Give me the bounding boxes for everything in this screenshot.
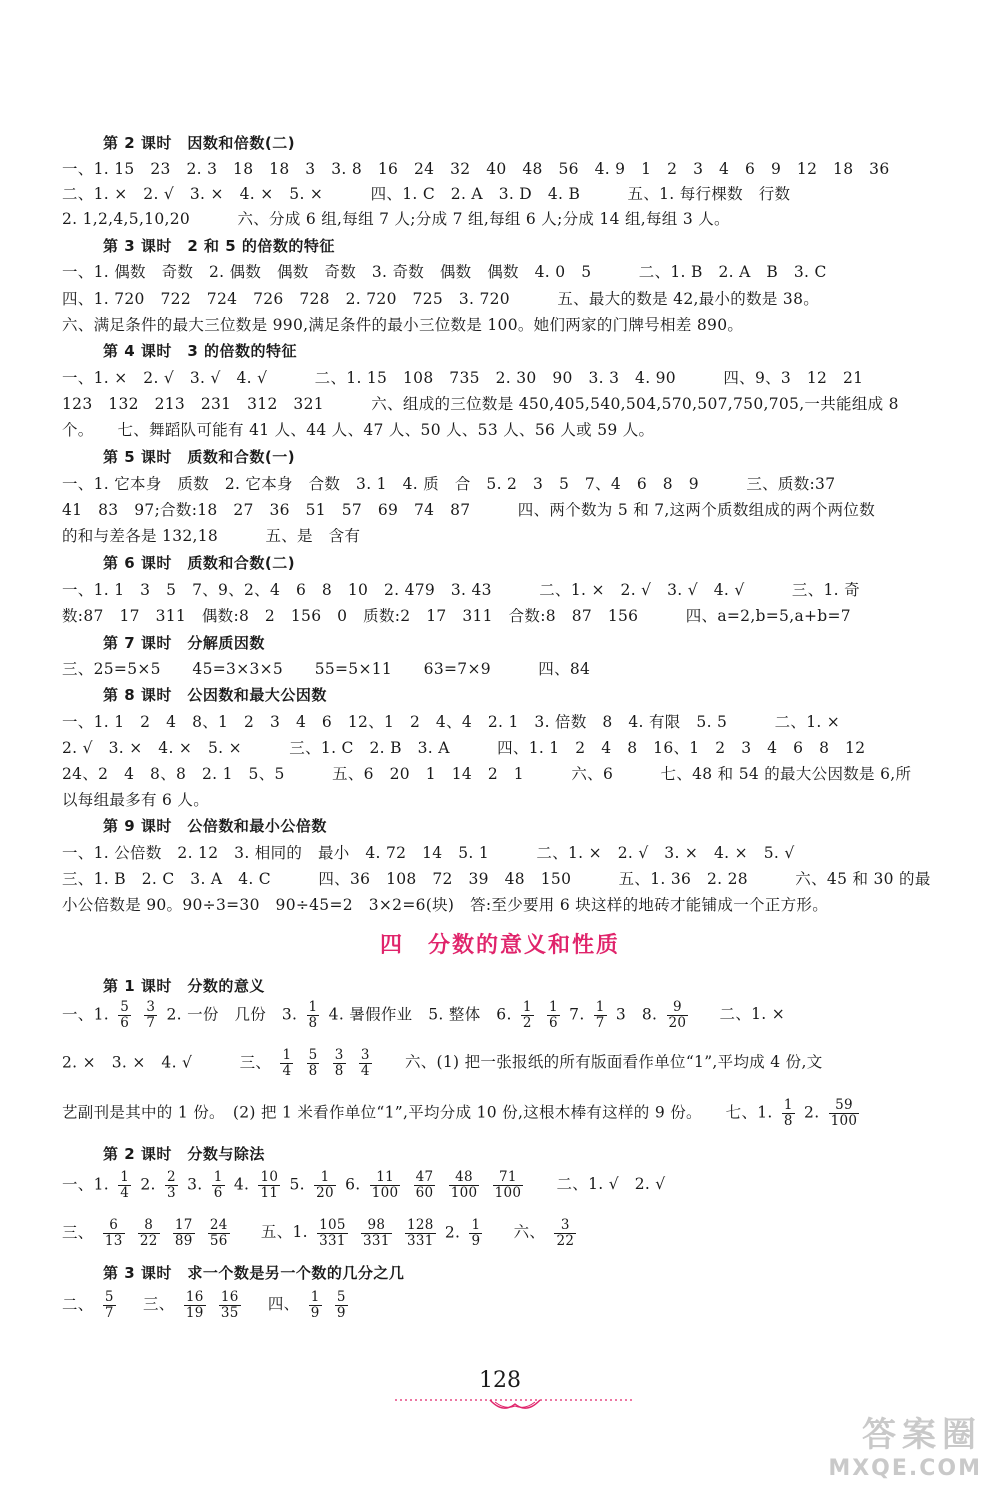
- fraction: [103, 1290, 116, 1321]
- lesson-title: 第 7 课时 分解质因数: [103, 634, 265, 652]
- fraction-denominator: 2: [522, 1014, 532, 1031]
- answer-line: 一、1. 1 2 4 8、1 2 3 4 6 12、1 2 4、4 2. 1 3. 倍数 8 4. 有限 5. 5 二、1. ×: [62, 713, 841, 731]
- answer-line: 一、1. 15 23 2. 3 18 18 3 3. 8 16 24 32 40 48 56 4. 9 1 2 3 4 6 9 12 18 36: [62, 160, 890, 178]
- fraction: [208, 1218, 230, 1249]
- fraction-denominator: 6: [120, 1014, 130, 1031]
- section-heading: 四 分数的意义和性质: [379, 933, 620, 958]
- fraction-numerator: 105: [319, 1217, 346, 1233]
- fraction-numerator: 59: [829, 1098, 860, 1114]
- answer-text: 二、: [62, 1295, 94, 1314]
- fraction-numerator: 1: [282, 1047, 292, 1063]
- fraction-numerator: 128: [406, 1217, 434, 1233]
- fraction-numerator: 17: [174, 1217, 193, 1233]
- answer-text: 四、: [267, 1295, 300, 1314]
- fraction-denominator: 22: [556, 1232, 575, 1249]
- answer-text: 4. 暑假作业 5. 整体 6.: [328, 1005, 512, 1024]
- answer-text: 6.: [345, 1175, 361, 1194]
- fraction: [414, 1170, 436, 1201]
- fraction-denominator: 6: [213, 1184, 223, 1201]
- fraction-denominator: 7: [595, 1014, 605, 1031]
- fraction: [258, 1170, 280, 1201]
- fraction-numerator: 11: [370, 1170, 401, 1186]
- answer-line: 小公倍数是 90。90÷3=30 90÷45=2 3×2=6(块) 答:至少要用 6 块这样的地砖才能铺成一个正方形。: [62, 896, 829, 914]
- fraction-denominator: 20: [316, 1184, 334, 1201]
- fraction: [521, 1000, 534, 1031]
- answer-line: 41 83 97;合数:18 27 36 51 57 69 74 87 四、两个数为 5 和 7,这两个质数组成的两个两位数: [62, 501, 876, 519]
- fraction: [219, 1290, 241, 1321]
- lesson-title: 第 5 课时 质数和合数(一): [103, 448, 296, 466]
- answer-line: [62, 1098, 863, 1129]
- answer-text: 2. 一份 几份 3.: [166, 1005, 298, 1024]
- answer-text: 3.: [187, 1175, 203, 1194]
- fraction-denominator: 4: [120, 1184, 130, 1201]
- answer-line: 三、25=5×5 45=3×3×5 55=5×11 63=7×9 四、84: [62, 660, 591, 678]
- fraction-denominator: 9: [336, 1304, 346, 1321]
- fraction-numerator: 3: [146, 999, 156, 1015]
- answer-line: 2. √ 3. × 4. × 5. × 三、1. C 2. B 3. A 四、1. 1 2 4 8 16、1 2 3 4 6 8 12: [62, 739, 866, 757]
- fraction-denominator: 13: [104, 1232, 123, 1249]
- lesson-title: 第 3 课时 2 和 5 的倍数的特征: [103, 237, 335, 255]
- fraction: [118, 1000, 131, 1031]
- fraction-denominator: 19: [185, 1304, 204, 1321]
- fraction-denominator: 3: [166, 1184, 176, 1201]
- answer-line: 以每组最多有 6 人。: [62, 791, 210, 809]
- fraction: [307, 1048, 320, 1079]
- fraction-denominator: 22: [139, 1232, 158, 1249]
- fraction-numerator: 6: [103, 1218, 125, 1234]
- answer-line: 二、1. × 2. √ 3. × 4. × 5. × 四、1. C 2. A 3. D 4. B 五、1. 每行棵数 行数: [62, 185, 791, 203]
- fraction-denominator: 8: [783, 1112, 793, 1129]
- fraction-numerator: 3: [360, 1047, 370, 1063]
- fraction: [594, 1000, 607, 1031]
- fraction-numerator: 1: [314, 1170, 336, 1186]
- fraction-denominator: 35: [220, 1304, 239, 1321]
- fraction-denominator: 20: [668, 1014, 687, 1031]
- fraction-numerator: 5: [104, 1289, 114, 1305]
- fraction: [317, 1218, 348, 1249]
- answer-text: 2.: [804, 1103, 820, 1122]
- fraction-denominator: 100: [371, 1184, 399, 1201]
- answer-line: 2. 1,2,4,5,10,20 六、分成 6 组,每组 7 人;分成 7 组,每组 6 人;分成 14 组,每组 3 人。: [62, 210, 730, 228]
- watermark: [828, 1407, 982, 1481]
- fraction: [782, 1098, 795, 1129]
- fraction-numerator: 8: [138, 1218, 160, 1234]
- fraction: [212, 1170, 225, 1201]
- fraction-denominator: 331: [406, 1232, 434, 1249]
- fraction-denominator: 331: [363, 1232, 390, 1249]
- fraction-numerator: 1: [595, 999, 605, 1015]
- answer-line: [62, 1170, 666, 1201]
- answer-text: 4.: [233, 1175, 250, 1194]
- answer-line: 24、2 4 8、8 2. 1 5、5 五、6 20 1 14 2 1 六、6 七、48 和 54 的最大公因数是 6,所: [62, 765, 912, 783]
- fraction-numerator: 1: [120, 1169, 130, 1185]
- answer-text: 2.: [140, 1175, 156, 1194]
- answer-line: 个。 七、舞蹈队可能有 41 人、44 人、47 人、50 人、53 人、56 人或 59 人。: [62, 421, 655, 439]
- fraction: [361, 1218, 392, 1249]
- fraction-numerator: 2: [166, 1169, 176, 1185]
- answer-text: 一、1.: [62, 1005, 109, 1024]
- fraction: [449, 1170, 480, 1201]
- fraction-denominator: 7: [104, 1304, 114, 1321]
- answer-text: 一、1.: [62, 1175, 109, 1194]
- answer-text: 2. × 3. × 4. √ 三、: [62, 1053, 272, 1072]
- fraction: [493, 1170, 524, 1201]
- fraction-numerator: 1: [213, 1169, 223, 1185]
- fraction: [333, 1048, 346, 1079]
- answer-text: 三、: [142, 1295, 175, 1314]
- fraction: [165, 1170, 178, 1201]
- fraction: [829, 1098, 860, 1129]
- fraction-denominator: 100: [830, 1112, 858, 1129]
- answer-text: 艺副刊是其中的 1 份。 (2) 把 1 米看作单位“1”,平均分成 10 份,这根木棒有这样的 9 份。 七、1.: [62, 1103, 773, 1122]
- fraction-numerator: 9: [667, 1000, 689, 1016]
- answer-line: 一、1. 1 3 5 7、9、2、4 6 8 10 2. 479 3. 43 二、1. × 2. √ 3. √ 4. √ 三、1. 奇: [62, 581, 860, 599]
- fraction-denominator: 9: [310, 1304, 320, 1321]
- fraction-numerator: 10: [260, 1169, 279, 1185]
- fraction-numerator: 5: [308, 1047, 318, 1063]
- watermark-logo-text: 答案圈: [862, 1415, 982, 1455]
- answer-line: [62, 1290, 352, 1321]
- fraction-numerator: 3: [334, 1047, 344, 1063]
- answer-line: [62, 1048, 823, 1079]
- answer-line: 一、1. 它本身 质数 2. 它本身 合数 3. 1 4. 质 合 5. 2 3 5 7、4 6 8 9 三、质数:37: [62, 475, 836, 493]
- fraction-denominator: 89: [174, 1232, 193, 1249]
- answer-line: [62, 1000, 785, 1031]
- watermark-url: MXQE.COM: [828, 1456, 982, 1481]
- fraction-numerator: 1: [308, 999, 318, 1015]
- fraction-numerator: 3: [554, 1218, 576, 1234]
- fraction: [547, 1000, 560, 1031]
- lesson-title: 第 9 课时 公倍数和最小公倍数: [103, 817, 327, 835]
- fraction: [307, 1000, 320, 1031]
- answer-text: 三、: [62, 1223, 94, 1242]
- lesson-title: 第 2 课时 分数与除法: [103, 1145, 265, 1163]
- fraction: [370, 1170, 401, 1201]
- answer-text: 5.: [289, 1175, 305, 1194]
- fraction-numerator: 98: [361, 1218, 392, 1234]
- fraction-numerator: 1: [310, 1289, 320, 1305]
- fraction-numerator: 5: [336, 1289, 346, 1305]
- fraction-denominator: 8: [308, 1014, 318, 1031]
- lesson-title: 第 6 课时 质数和合数(二): [103, 554, 296, 572]
- answer-line: 数:87 17 311 偶数:8 2 156 0 质数:2 17 311 合数:8 87 156 四、a=2,b=5,a+b=7: [62, 607, 851, 625]
- answer-line: [62, 1218, 580, 1249]
- fraction: [173, 1218, 195, 1249]
- answer-line: 一、1. 偶数 奇数 2. 偶数 偶数 奇数 3. 奇数 偶数 偶数 4. 0 5 二、1. B 2. A B 3. C: [62, 263, 827, 281]
- fraction-numerator: 16: [185, 1289, 204, 1305]
- answer-line: 的和与差各是 132,18 五、是 含有: [62, 527, 361, 545]
- fraction-denominator: 7: [146, 1014, 156, 1031]
- fraction-numerator: 1: [522, 999, 532, 1015]
- fraction-denominator: 11: [260, 1184, 279, 1201]
- fraction-denominator: 8: [334, 1062, 344, 1079]
- answer-text: 2.: [444, 1223, 461, 1242]
- fraction: [469, 1218, 482, 1249]
- answer-line: 123 132 213 231 312 321 六、组成的三位数是 450,405,540,504,570,507,750,705,一共能组成 8: [62, 395, 899, 413]
- answer-text: 六、(1) 把一张报纸的所有版面看作单位“1”,平均成 4 份,文: [404, 1053, 823, 1072]
- fraction-denominator: 100: [494, 1184, 522, 1201]
- fraction-numerator: 24: [209, 1217, 228, 1233]
- fraction-denominator: 331: [319, 1232, 346, 1249]
- fraction-numerator: 47: [415, 1169, 434, 1185]
- fraction: [280, 1048, 293, 1079]
- fraction: [405, 1218, 436, 1249]
- answer-text: 六、: [513, 1223, 546, 1242]
- answer-line: 一、1. 公倍数 2. 12 3. 相同的 最小 4. 72 14 5. 1 二、1. × 2. √ 3. × 4. × 5. √: [62, 844, 795, 862]
- fraction: [359, 1048, 372, 1079]
- fraction: [103, 1218, 125, 1249]
- fraction-denominator: 4: [360, 1062, 370, 1079]
- fraction-denominator: 9: [471, 1232, 481, 1249]
- lesson-title: 第 4 课时 3 的倍数的特征: [103, 342, 298, 360]
- fraction-numerator: 71: [493, 1170, 524, 1186]
- fraction: [554, 1218, 576, 1249]
- fraction-denominator: 8: [308, 1062, 318, 1079]
- fraction-numerator: 16: [220, 1289, 239, 1305]
- fraction-numerator: 48: [449, 1170, 480, 1186]
- fraction: [184, 1290, 206, 1321]
- fraction: [144, 1000, 157, 1031]
- fraction-denominator: 4: [282, 1062, 292, 1079]
- fraction-denominator: 6: [549, 1014, 558, 1031]
- lesson-title: 第 8 课时 公因数和最大公因数: [103, 686, 327, 704]
- answer-text: 二、1. ×: [719, 1005, 786, 1024]
- fraction: [667, 1000, 689, 1031]
- lesson-title: 第 3 课时 求一个数是另一个数的几分之几: [103, 1264, 405, 1282]
- lesson-title: 第 2 课时 因数和倍数(二): [103, 134, 296, 152]
- fraction-numerator: 1: [783, 1097, 793, 1113]
- answer-text: 7.: [569, 1005, 585, 1024]
- fraction: [335, 1290, 348, 1321]
- answer-text: 五、1.: [260, 1223, 308, 1242]
- fraction-denominator: 56: [209, 1232, 228, 1249]
- answer-text: 3 8.: [615, 1005, 658, 1024]
- fraction: [314, 1170, 336, 1201]
- answer-line: 三、1. B 2. C 3. A 4. C 四、36 108 72 39 48 150 五、1. 36 2. 28 六、45 和 30 的最: [62, 870, 931, 888]
- page-ornament-icon: [395, 1392, 635, 1418]
- fraction-numerator: 5: [120, 999, 130, 1015]
- fraction: [118, 1170, 131, 1201]
- fraction-numerator: 1: [549, 999, 558, 1015]
- fraction: [309, 1290, 322, 1321]
- fraction-denominator: 100: [450, 1184, 478, 1201]
- answer-line: 四、1. 720 722 724 726 728 2. 720 725 3. 720 五、最大的数是 42,最小的数是 38。: [62, 290, 820, 308]
- fraction-denominator: 60: [415, 1184, 434, 1201]
- answer-line: 一、1. × 2. √ 3. √ 4. √ 二、1. 15 108 735 2. 30 90 3. 3 4. 90 四、9、3 12 21: [62, 369, 864, 387]
- lesson-title: 第 1 课时 分数的意义: [103, 977, 265, 995]
- fraction-numerator: 1: [471, 1217, 481, 1233]
- answer-line: 六、满足条件的最大三位数是 990,满足条件的最小三位数是 100。她们两家的门牌号相差 890。: [62, 316, 744, 334]
- answer-text: 二、1. √ 2. √: [556, 1175, 666, 1194]
- fraction: [138, 1218, 160, 1249]
- page-number: 128: [479, 1368, 521, 1393]
